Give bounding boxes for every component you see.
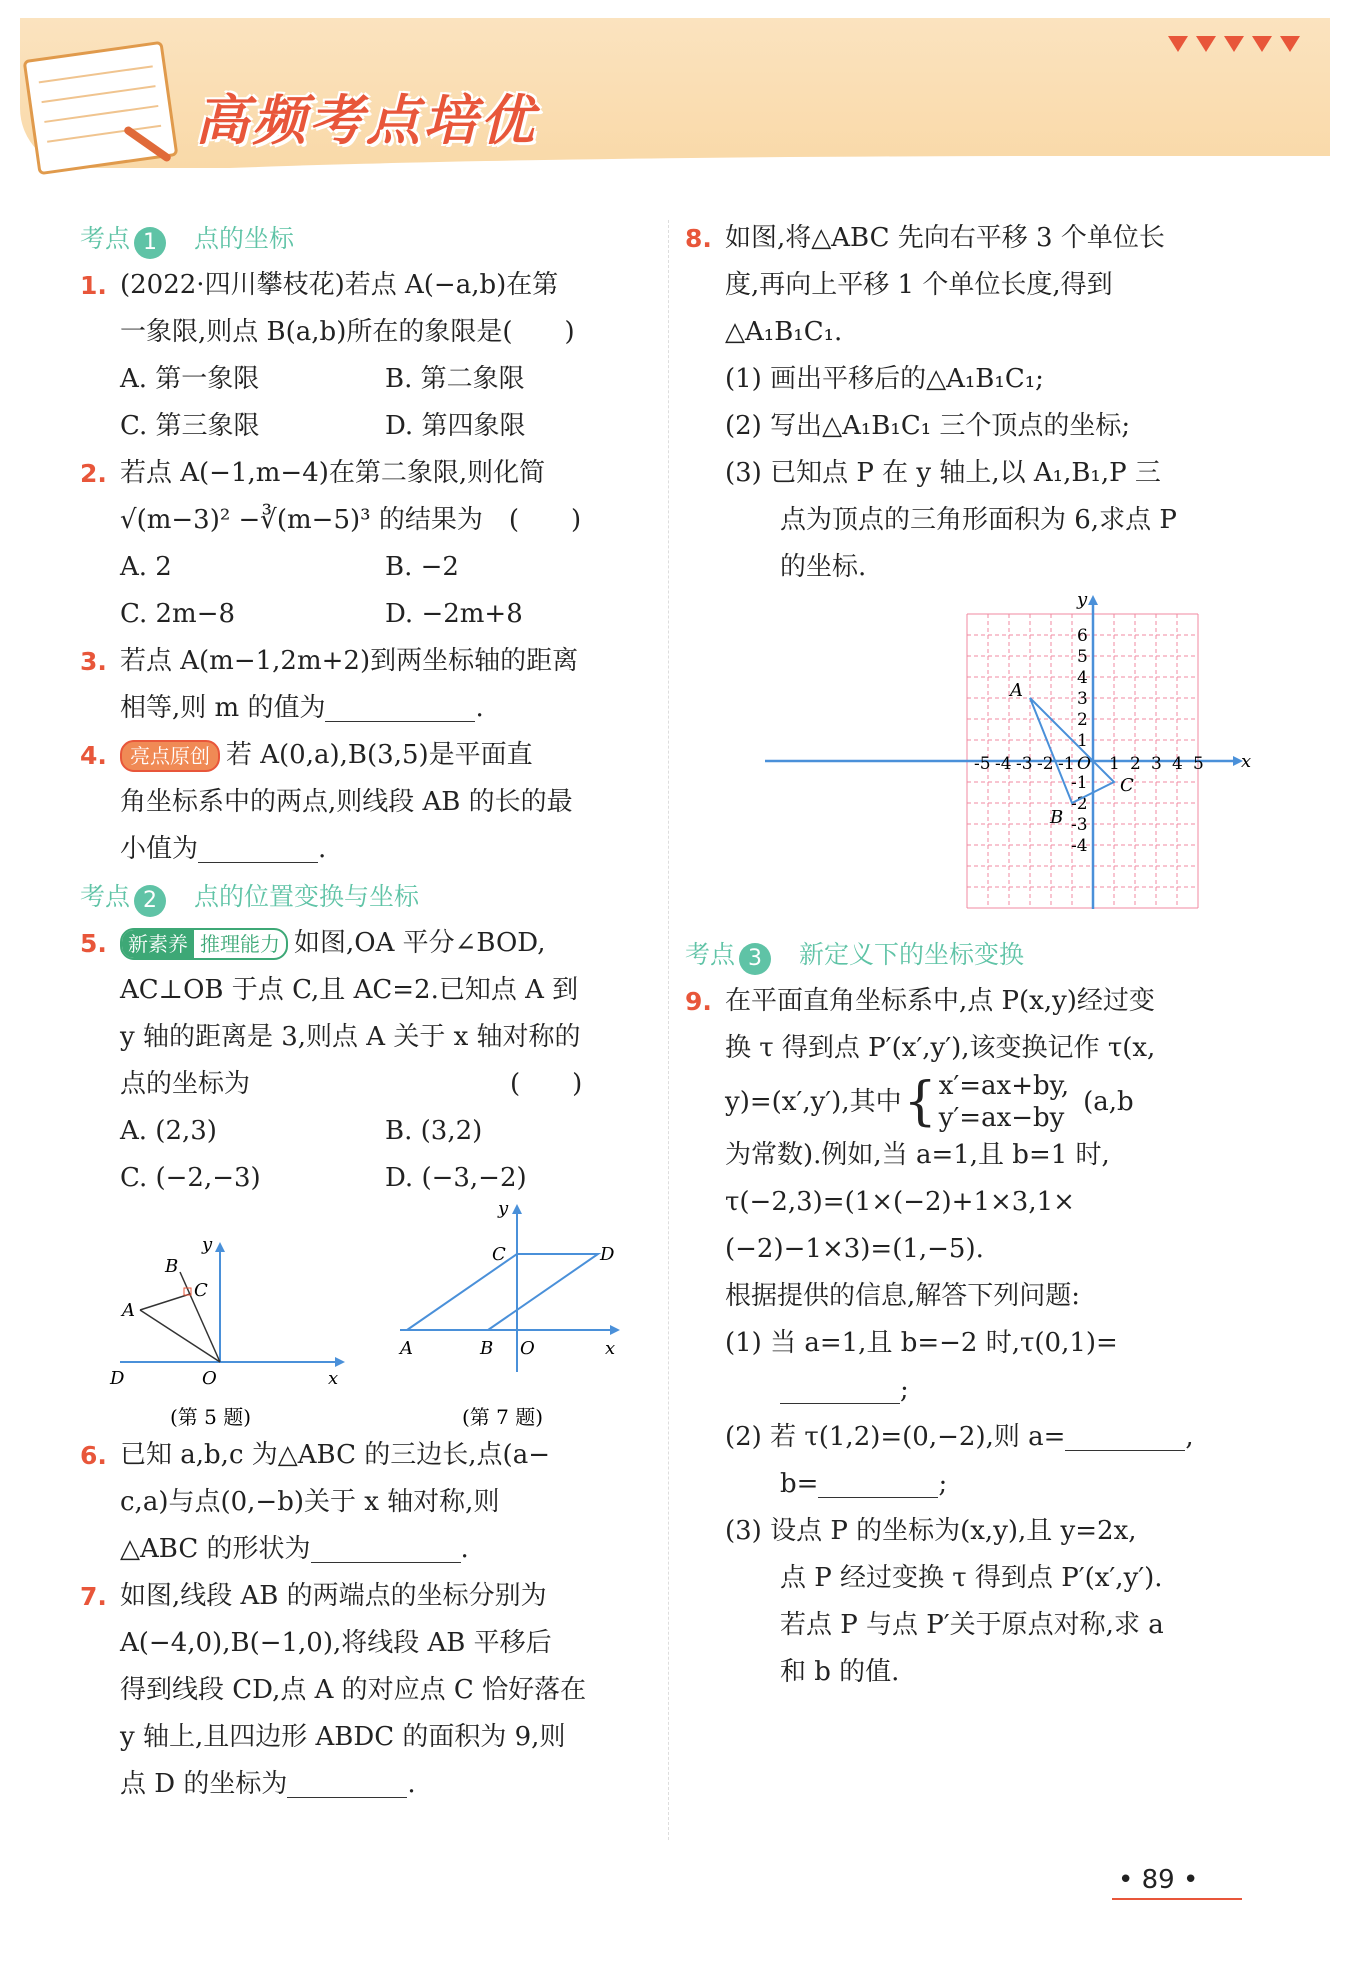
section-header-1 [80, 215, 650, 262]
label-b: B [1050, 807, 1064, 828]
section-number: 3 [739, 943, 771, 975]
sub-question: 和 b 的值. [780, 1657, 900, 1687]
sub-question: (2) 若 τ(1,2)=(0,−2),则 a= [725, 1422, 1066, 1452]
option: C. 第三象限 [120, 411, 260, 441]
figures-5-7 [80, 1202, 650, 1432]
label-c: C [492, 1244, 506, 1265]
question-text: 为常数).例如,当 a=1,且 b=1 时, [725, 1140, 1110, 1170]
arrow-icon [610, 1325, 620, 1335]
left-column [80, 215, 650, 1808]
question-4 [80, 732, 650, 873]
figure-caption: (第 5 题) [170, 1405, 252, 1429]
question-text: 角坐标系中的两点,则线段 AB 的长的最 [120, 787, 573, 817]
answer-blank[interactable] [818, 1467, 938, 1498]
question-text: y 轴上,且四边形 ABDC 的面积为 9,则 [120, 1722, 566, 1752]
x-tick-label: 1 [1109, 754, 1120, 774]
question-text: 得到线段 CD,点 A 的对应点 C 恰好落在 [120, 1675, 587, 1705]
x-tick-label: -4 [995, 754, 1012, 774]
question-text: 如图,将△ABC 先向右平移 3 个单位长 [725, 223, 1165, 253]
sub-question: 点 P 经过变换 τ 得到点 P′(x′,y′). [780, 1563, 1163, 1593]
question-text: A(−4,0),B(−1,0),将线段 AB 平移后 [120, 1628, 552, 1658]
question-number: 1. [80, 271, 107, 300]
question-text: y)=(x′,y′),其中 [725, 1086, 902, 1117]
highlight-tag: 亮点原创 [120, 740, 220, 772]
label-c: C [1120, 775, 1134, 796]
page-title: 高频考点培优 [195, 89, 537, 152]
question-text: . [460, 1534, 469, 1564]
y-tick-label: 5 [1077, 647, 1088, 667]
question-text: τ(−2,3)=(1×(−2)+1×3,1× [725, 1187, 1075, 1217]
x-tick-label: O [1077, 754, 1091, 774]
right-column [685, 215, 1255, 1696]
label-d: D [600, 1244, 615, 1265]
page-number: • 89 • [1118, 1865, 1199, 1895]
question-5 [80, 920, 650, 1108]
label-x: x [1241, 751, 1252, 772]
question-number: 8. [685, 224, 712, 253]
answer-blank[interactable] [780, 1373, 900, 1404]
question-text: 点的坐标为 ( ) [120, 1069, 583, 1099]
question-text: AC⊥OB 于点 C,且 AC=2.已知点 A 到 [120, 975, 579, 1005]
y-tick-label: -2 [1071, 794, 1088, 814]
x-tick-label: -1 [1058, 754, 1075, 774]
question-6 [80, 1432, 650, 1573]
question-text: c,a)与点(0,−b)关于 x 轴对称,则 [120, 1487, 500, 1517]
question-text: 根据提供的信息,解答下列问题: [725, 1281, 1081, 1311]
question-number: 3. [80, 647, 107, 676]
question-text: 如图,OA 平分∠BOD, [294, 928, 546, 958]
column-divider [668, 220, 669, 1840]
question-text: 换 τ 得到点 P′(x′,y′),该变换记作 τ(x, [725, 1033, 1156, 1063]
label-o: O [520, 1338, 535, 1359]
question-text: (a,b [1083, 1086, 1134, 1117]
label-x: x [605, 1338, 616, 1359]
section-number: 1 [134, 227, 166, 259]
tag-part: 新素养 [122, 930, 194, 958]
option: C. 2m−8 [120, 599, 236, 629]
question-text: (2022·四川攀枝花)若点 A(−a,b)在第 [120, 270, 559, 300]
question-8 [685, 215, 1255, 591]
label-y: y [498, 1202, 509, 1219]
section-header-3 [685, 931, 1255, 978]
section-number: 2 [134, 885, 166, 917]
question-text: 小值为 [120, 834, 199, 864]
question-9 [685, 978, 1255, 1696]
question-text: 若点 A(m−1,2m+2)到两坐标轴的距离 [120, 646, 579, 676]
question-7 [80, 1573, 650, 1808]
option: D. −2m+8 [385, 599, 523, 629]
y-tick-label: -1 [1071, 773, 1088, 793]
x-tick-label: 2 [1130, 754, 1141, 774]
answer-blank[interactable] [325, 691, 475, 722]
options-1 [80, 356, 650, 450]
y-tick-label: 6 [1077, 626, 1088, 646]
sub-question: (1) 画出平移后的△A₁B₁C₁; [725, 364, 1044, 394]
question-text: b= [780, 1469, 819, 1499]
question-text: ; [900, 1375, 909, 1405]
question-3 [80, 638, 650, 732]
question-text: 相等,则 m 的值为 [120, 693, 326, 723]
page-number-underline [1112, 1898, 1242, 1900]
question-text: 已知 a,b,c 为△ABC 的三边长,点(a− [120, 1440, 550, 1470]
label-a: A [1010, 680, 1023, 701]
options-5 [80, 1108, 650, 1202]
figure-5 [109, 1234, 345, 1429]
sub-question: 的坐标. [780, 552, 867, 582]
equation: y′=ax−by [938, 1103, 1065, 1133]
option: D. (−3,−2) [385, 1163, 527, 1193]
sub-question: 点为顶点的三角形面积为 6,求点 P [780, 505, 1177, 535]
figure-8 [685, 591, 1255, 931]
y-tick-label: -3 [1071, 815, 1088, 835]
x-tick-label: 3 [1151, 754, 1162, 774]
x-tick-label: -3 [1016, 754, 1033, 774]
label-a: A [400, 1338, 413, 1359]
section-title: 新定义下的坐标变换 [799, 940, 1025, 969]
option: D. 第四象限 [385, 411, 526, 441]
question-text: . [407, 1769, 416, 1799]
y-tick-label: 2 [1077, 710, 1088, 730]
sub-question: (3) 设点 P 的坐标为(x,y),且 y=2x, [725, 1516, 1137, 1546]
question-1 [80, 262, 650, 356]
question-text: 若 A(0,a),B(3,5)是平面直 [226, 740, 533, 770]
question-number: 5. [80, 929, 107, 958]
literacy-tag [120, 928, 288, 960]
label-d: D [110, 1368, 125, 1389]
question-text: 一象限,则点 B(a,b)所在的象限是( ) [120, 317, 575, 347]
question-text: . [318, 834, 327, 864]
y-tick-label: 3 [1077, 689, 1088, 709]
answer-blank[interactable] [287, 1767, 407, 1798]
question-number: 7. [80, 1582, 107, 1611]
decor-flags [1160, 36, 1300, 56]
y-tick-label: 1 [1077, 731, 1088, 751]
option: B. −2 [385, 552, 459, 582]
section-title: 点的位置变换与坐标 [194, 882, 420, 911]
question-text: 如图,线段 AB 的两端点的坐标分别为 [120, 1581, 547, 1611]
answer-blank[interactable] [311, 1532, 461, 1563]
question-number: 4. [80, 741, 107, 770]
arrow-icon [215, 1242, 225, 1252]
brace-icon: { [903, 1072, 937, 1132]
options-2 [80, 544, 650, 638]
section-header-2 [80, 873, 650, 920]
question-text: (−2)−1×3)=(1,−5). [725, 1234, 984, 1264]
question-text: △A₁B₁C₁. [725, 317, 843, 347]
notebook-icon [23, 41, 179, 175]
arrow-icon [335, 1357, 345, 1367]
option: A. 2 [120, 552, 172, 582]
grid-figure [685, 591, 1255, 931]
option: B. 第二象限 [385, 364, 525, 394]
equation-row [725, 1072, 1255, 1132]
question-text: √(m−3)² −∛(m−5)³ 的结果为 ( ) [120, 505, 582, 535]
x-tick-label: -5 [974, 754, 991, 774]
section-label: 考点 [80, 224, 131, 253]
question-text: 度,再向上平移 1 个单位长度,得到 [725, 270, 1113, 300]
equation-system [939, 1070, 1069, 1134]
question-2 [80, 450, 650, 544]
question-text: 若点 A(−1,m−4)在第二象限,则化简 [120, 458, 546, 488]
label-y: y [202, 1234, 213, 1255]
question-text: △ABC 的形状为 [120, 1534, 311, 1564]
segment-ac [140, 1294, 190, 1310]
label-x: x [328, 1368, 339, 1389]
question-number: 9. [685, 987, 712, 1016]
question-text: 在平面直角坐标系中,点 P(x,y)经过变 [725, 986, 1155, 1016]
label-c: C [194, 1280, 208, 1301]
y-tick-label: -4 [1071, 836, 1088, 856]
label-o: O [202, 1368, 217, 1389]
x-tick-label: 5 [1193, 754, 1204, 774]
x-tick-label: -2 [1037, 754, 1054, 774]
question-text: 点 D 的坐标为 [120, 1769, 288, 1799]
section-label: 考点 [685, 940, 736, 969]
label-b: B [480, 1338, 494, 1359]
question-text: y 轴的距离是 3,则点 A 关于 x 轴对称的 [120, 1022, 581, 1052]
sub-question: (3) 已知点 P 在 y 轴上,以 A₁,B₁,P 三 [725, 458, 1161, 488]
question-text: , [1185, 1422, 1194, 1452]
answer-blank[interactable] [198, 832, 318, 863]
tag-part: 推理能力 [200, 932, 280, 956]
figure-7 [398, 1202, 620, 1429]
figure-caption: (第 7 题) [462, 1405, 544, 1429]
y-tick-label: 4 [1077, 668, 1088, 688]
arrow-icon [512, 1204, 522, 1214]
sub-question: (2) 写出△A₁B₁C₁ 三个顶点的坐标; [725, 411, 1131, 441]
arrow-icon [1088, 595, 1098, 605]
label-y: y [1077, 591, 1088, 610]
option: A. 第一象限 [120, 364, 260, 394]
label-a: A [122, 1300, 135, 1321]
question-text: ; [938, 1469, 948, 1499]
tick-labels [974, 626, 1204, 856]
option: C. (−2,−3) [120, 1163, 261, 1193]
parallelogram-abdc [407, 1254, 598, 1330]
sub-question: 若点 P 与点 P′关于原点对称,求 a [780, 1610, 1164, 1640]
equation: x′=ax+by, [938, 1071, 1070, 1101]
section-title: 点的坐标 [194, 224, 295, 253]
section-label: 考点 [80, 882, 131, 911]
answer-blank[interactable] [1065, 1420, 1185, 1451]
sub-question: (1) 当 a=1,且 b=−2 时,τ(0,1)= [725, 1328, 1118, 1358]
question-text: . [475, 693, 484, 723]
option: B. (3,2) [385, 1116, 483, 1146]
question-number: 6. [80, 1441, 107, 1470]
figure-5-and-7 [80, 1202, 650, 1432]
option: A. (2,3) [120, 1116, 217, 1146]
question-number: 2. [80, 459, 107, 488]
x-tick-label: 4 [1172, 754, 1183, 774]
label-b: B [165, 1256, 179, 1277]
